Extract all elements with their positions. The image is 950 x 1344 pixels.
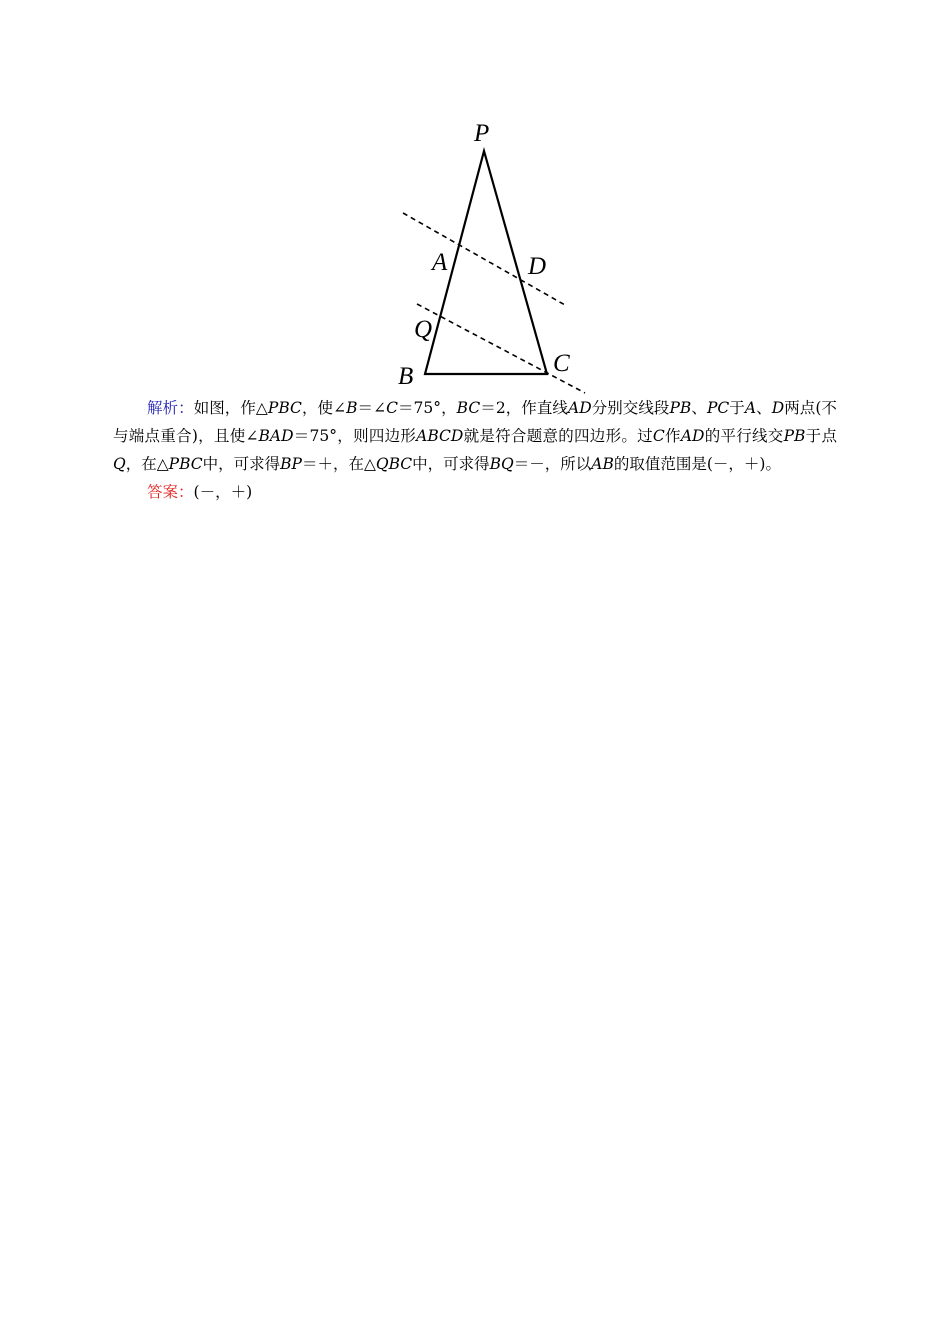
math-variable: AB (591, 455, 614, 473)
math-variable: A (744, 399, 757, 417)
analysis-label: 解析： (147, 399, 194, 417)
point-label-b: B (398, 363, 414, 390)
text-run: 于 (729, 399, 745, 417)
answer-label: 答案： (147, 483, 194, 501)
solution-text (113, 394, 837, 506)
text-run: ＝75°， (397, 399, 457, 417)
text-run: 的平行线交 (704, 427, 784, 445)
answer-value: (－，＋) (193, 483, 253, 501)
text-run: ，使∠ (301, 399, 347, 417)
text-run: 于点 (805, 427, 837, 445)
geometry-figure (0, 0, 950, 400)
math-variable: ABCD (416, 427, 464, 445)
triangle-diagram (0, 0, 950, 400)
text-run: 作 (664, 427, 681, 445)
text-run: ，在△ (125, 455, 169, 473)
text-run: 分别交线段 (591, 399, 670, 417)
math-variable: Q (113, 455, 126, 473)
math-variable: AD (568, 399, 592, 417)
math-variable: BC (456, 399, 481, 417)
answer-paragraph (113, 478, 837, 506)
math-variable: C (386, 399, 398, 417)
text-run: 两点(不与端点重合)，且使∠ (113, 399, 837, 445)
text-run: ＝＋，在△ (301, 455, 376, 473)
point-label-a: A (432, 249, 448, 276)
point-label-c: C (553, 350, 570, 377)
math-variable: PC (706, 399, 730, 417)
math-variable: PBC (168, 455, 203, 473)
text-run: 中，可求得 (202, 455, 281, 473)
math-variable: C (652, 427, 665, 445)
analysis-paragraph (113, 394, 837, 478)
text-run: ＝2，作直线 (480, 399, 568, 417)
analysis-body (113, 399, 837, 473)
text-run: 、 (756, 399, 772, 417)
point-label-d: D (528, 253, 547, 280)
math-variable: D (771, 399, 785, 417)
math-variable: BAD (258, 427, 294, 445)
text-run: 的取值范围是(－，＋)。 (613, 455, 781, 473)
math-variable: BQ (489, 455, 514, 473)
text-run: 中，可求得 (412, 455, 490, 473)
math-variable: PBC (267, 399, 302, 417)
point-label-p: P (474, 120, 490, 147)
text-run: ＝－，所以 (513, 455, 592, 473)
text-run: ＝75°，则四边形 (293, 427, 417, 445)
math-variable: PB (669, 399, 692, 417)
point-label-q: Q (414, 316, 433, 343)
text-run: 就是符合题意的四边形。过 (463, 427, 653, 445)
math-variable: AD (680, 427, 705, 445)
text-run: 如图，作△ (193, 399, 268, 417)
text-run: 、 (691, 399, 707, 417)
dashed-line-qc (417, 304, 585, 393)
math-variable: PB (783, 427, 806, 445)
math-variable: B (346, 399, 358, 417)
math-variable: BP (280, 455, 302, 473)
math-variable: QBC (375, 455, 413, 473)
text-run: ＝∠ (357, 399, 387, 417)
